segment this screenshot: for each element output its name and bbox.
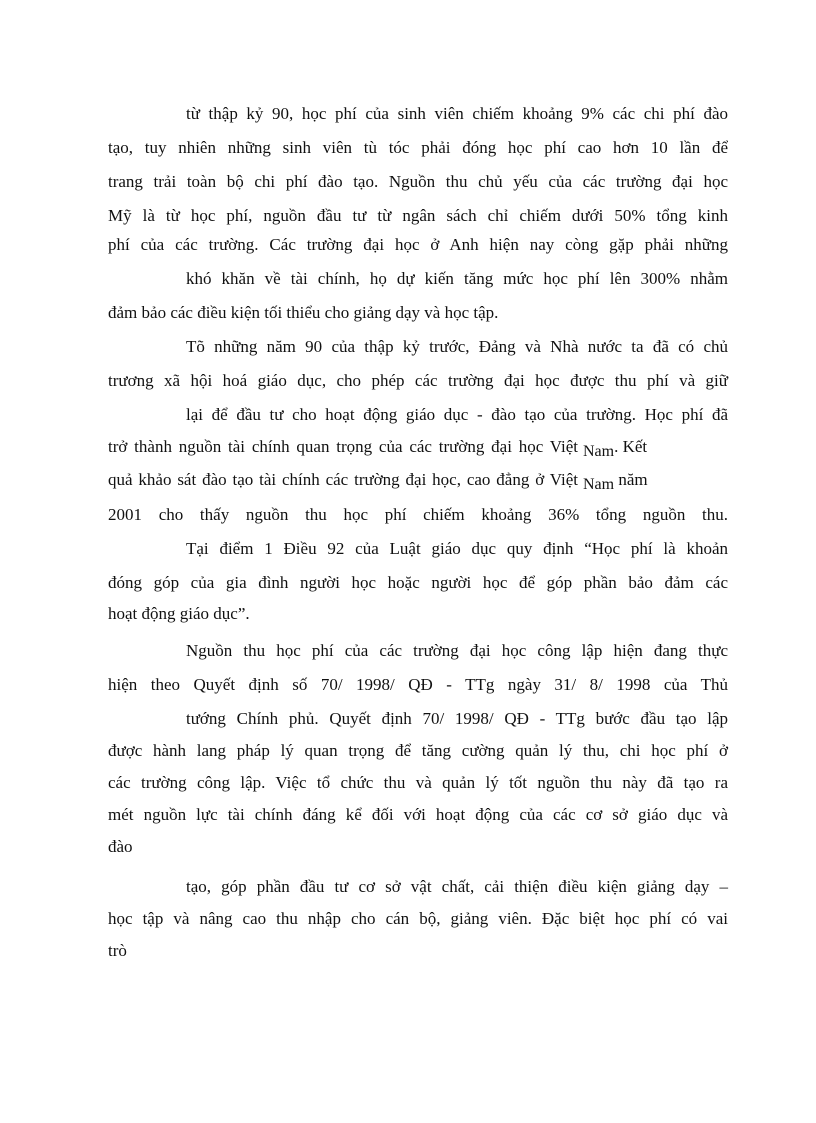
inline-nam-2: Nam [583,476,615,493]
text-line-26: trò [108,941,127,960]
text-line-6: khó khăn về tài chính, họ dự kiến tăng mức học phí lên 300% nhằm [186,269,728,288]
text-line-17: Nguồn thu học phí của các trường đại học công lập hiện đang thực [186,641,728,660]
text-line-20: được hành lang pháp lý quan trọng để tăng cường quản lý thu, chi học phí ở [108,741,728,760]
inline-ket: . Kết [614,437,648,456]
text-line-11-tail [583,436,647,459]
text-line-12-tail [583,469,648,492]
text-line-7: đảm bảo các điều kiện tối thiểu cho giảng dạy và học tập. [108,303,499,322]
inline-nam-1: Nam [583,443,615,460]
text-line-15: đóng góp của gia đình người học hoặc người học để góp phần bảo đảm các [108,573,728,592]
text-line-14: Tại điểm 1 Điều 92 của Luật giáo dục quy định “Học phí là khoản [186,539,728,558]
text-line-21: các trường công lập. Việc tổ chức thu và quản lý tốt nguồn thu này đã tạo ra [108,773,728,792]
text-line-3: trang trải toàn bộ chi phí đào tạo. Nguồn thu chủ yếu của các trường đại học [108,172,728,191]
text-line-5: phí của các trường. Các trường đại học ở Anh hiện nay còng gặp phải những [108,235,728,254]
text-line-9: trương xã hội hoá giáo dục, cho phép các trường đại học được thu phí và giữ [108,371,728,390]
text-line-13: 2001 cho thấy nguồn thu học phí chiếm khoảng 36% tổng nguồn thu. [108,505,728,524]
text-line-11: trở thành nguồn tài chính quan trọng của các trường đại học Việt [108,437,578,456]
text-line-2: tạo, tuy nhiên những sinh viên tù tóc phải đóng học phí cao hơn 10 lần để [108,138,728,157]
text-line-1: từ thập kỷ 90, học phí của sinh viên chiếm khoảng 9% các chi phí đào [186,104,728,123]
text-line-4: Mỹ là từ học phí, nguồn đầu tư từ ngân sách chỉ chiếm dưới 50% tổng kinh [108,206,728,225]
text-line-12: quả khảo sát đào tạo tài chính các trường đại học, cao đẳng ở Việt [108,470,578,489]
inline-nam-year: năm [614,470,648,489]
text-line-25: học tập và nâng cao thu nhập cho cán bộ, giảng viên. Đặc biệt học phí có vai [108,909,728,928]
text-line-8: Tõ những năm 90 của thập kỷ trước, Đảng và Nhà nước ta đã có chủ [186,337,728,356]
text-line-19: tướng Chính phủ. Quyết định 70/ 1998/ QĐ - TTg bước đầu tạo lập [186,709,728,728]
text-line-23: đào [108,837,133,856]
text-line-18: hiện theo Quyết định số 70/ 1998/ QĐ - TTg ngày 31/ 8/ 1998 của Thủ [108,675,728,694]
text-line-22: mét nguồn lực tài chính đáng kể đối với hoạt động của các cơ sở giáo dục và [108,805,728,824]
text-line-16: hoạt động giáo dục”. [108,604,250,623]
text-line-10: lại để đầu tư cho hoạt động giáo dục - đào tạo của trường. Học phí đã [186,405,728,424]
text-line-24: tạo, góp phần đầu tư cơ sở vật chất, cải thiện điều kiện giảng dạy – [186,877,728,896]
